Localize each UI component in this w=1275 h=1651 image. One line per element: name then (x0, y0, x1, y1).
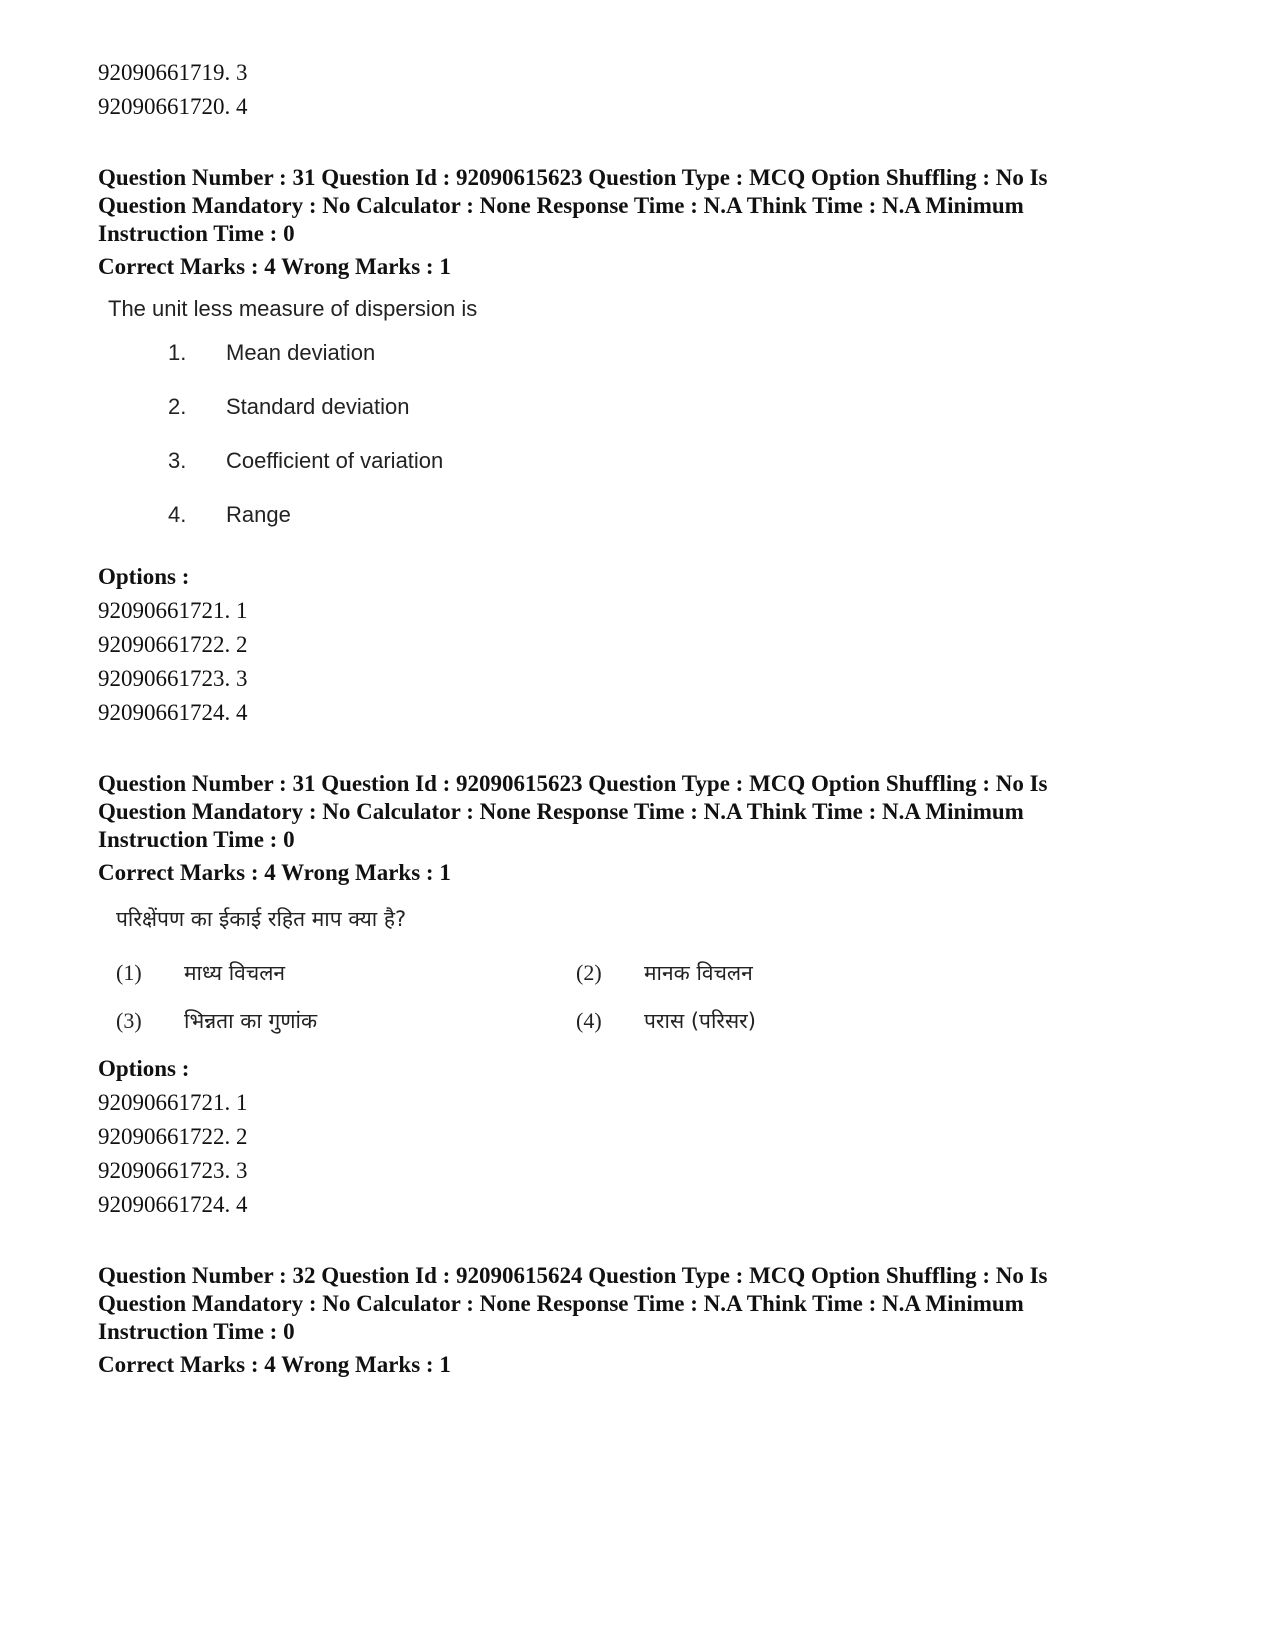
choice-text: माध्य विचलन (184, 961, 286, 985)
question-marks: Correct Marks : 4 Wrong Marks : 1 (98, 1352, 451, 1377)
question-meta (98, 770, 1178, 854)
meta-line: Question Number : 32 Question Id : 92090615624 Question Type : MCQ Option Shuffling : No Is (98, 1263, 1048, 1288)
choice-text: Mean deviation (226, 340, 376, 365)
meta-line: Question Number : 31 Question Id : 92090615623 Question Type : MCQ Option Shuffling : No Is (98, 165, 1048, 190)
choice-item (576, 1006, 876, 1036)
choice-number: 2. (168, 394, 187, 419)
question-content (98, 904, 1178, 1036)
choice-number: (2) (576, 960, 602, 985)
question-block-31-hindi (98, 770, 1178, 1222)
meta-line: Instruction Time : 0 (98, 1319, 295, 1344)
document-page (98, 56, 1178, 1382)
choice-number: (1) (116, 960, 142, 985)
question-block-32 (98, 1262, 1178, 1382)
question-stem: परिक्षेंपण का ईकाई रहित माप क्या है? (116, 907, 407, 931)
question-meta (98, 164, 1178, 248)
choice-item (116, 958, 576, 988)
option-line: 92090661724. 4 (98, 1192, 248, 1217)
option-line: 92090661719. 3 (98, 60, 248, 85)
choice-number: 3. (168, 448, 187, 473)
option-line: 92090661721. 1 (98, 1090, 248, 1115)
meta-line: Question Mandatory : No Calculator : None Response Time : N.A Think Time : N.A Minimum (98, 1291, 1024, 1316)
options-label: Options : (98, 1056, 190, 1081)
options-list (98, 594, 1178, 730)
meta-line: Question Number : 31 Question Id : 92090615623 Question Type : MCQ Option Shuffling : No Is (98, 771, 1048, 796)
question-marks: Correct Marks : 4 Wrong Marks : 1 (98, 254, 451, 279)
question-block-31-english (98, 164, 1178, 730)
choice-text: परास (परिसर) (644, 1009, 756, 1033)
choice-item (98, 500, 1178, 554)
options-list (98, 1086, 1178, 1222)
choice-text: मानक विचलन (644, 961, 753, 985)
question-content (98, 294, 1178, 554)
previous-options (98, 56, 1178, 124)
choice-item (98, 338, 1178, 392)
meta-line: Instruction Time : 0 (98, 221, 295, 246)
choice-text: Coefficient of variation (226, 448, 444, 473)
meta-line: Instruction Time : 0 (98, 827, 295, 852)
choice-item (98, 392, 1178, 446)
choice-number: 1. (168, 340, 187, 365)
option-line: 92090661720. 4 (98, 94, 248, 119)
choice-grid (98, 958, 1178, 1036)
choice-number: (3) (116, 1008, 142, 1033)
choice-list (98, 338, 1178, 554)
choice-number: (4) (576, 1008, 602, 1033)
question-meta (98, 1262, 1178, 1346)
choice-text: Standard deviation (226, 394, 410, 419)
option-line: 92090661723. 3 (98, 1158, 248, 1183)
option-line: 92090661723. 3 (98, 666, 248, 691)
choice-text: भिन्नता का गुणांक (184, 1009, 318, 1033)
choice-number: 4. (168, 502, 187, 527)
choice-text: Range (226, 502, 291, 527)
choice-item (576, 958, 876, 988)
choice-item (98, 446, 1178, 500)
question-marks: Correct Marks : 4 Wrong Marks : 1 (98, 860, 451, 885)
option-line: 92090661721. 1 (98, 598, 248, 623)
question-stem: The unit less measure of dispersion is (108, 296, 478, 321)
option-line: 92090661722. 2 (98, 632, 248, 657)
option-line: 92090661722. 2 (98, 1124, 248, 1149)
choice-item (116, 1006, 576, 1036)
meta-line: Question Mandatory : No Calculator : None Response Time : N.A Think Time : N.A Minimum (98, 193, 1024, 218)
options-label: Options : (98, 564, 190, 589)
meta-line: Question Mandatory : No Calculator : None Response Time : N.A Think Time : N.A Minimum (98, 799, 1024, 824)
option-line: 92090661724. 4 (98, 700, 248, 725)
